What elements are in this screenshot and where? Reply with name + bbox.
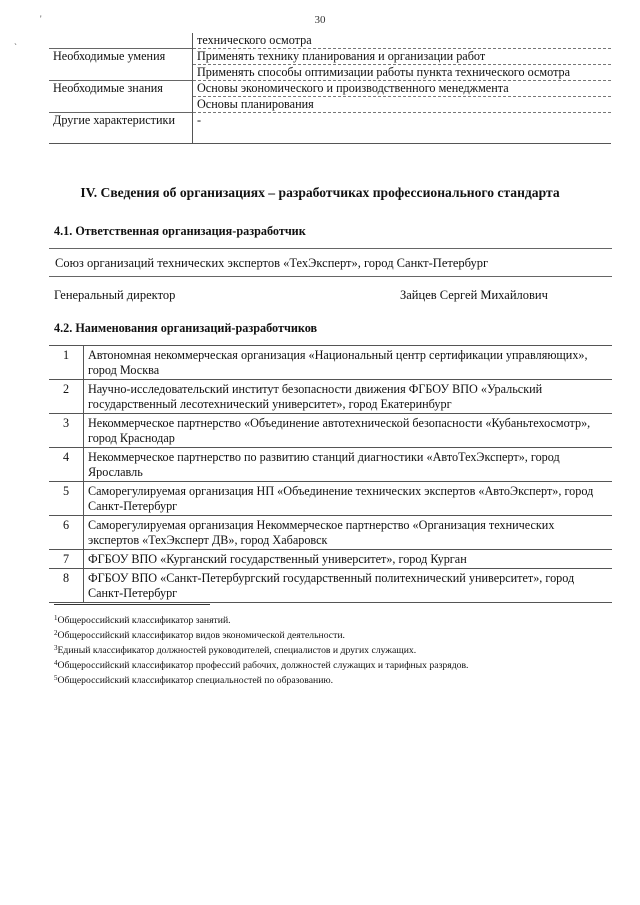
row-value: Применять способы оптимизации работы пункта технического осмотра — [193, 65, 612, 81]
section-title: IV. Сведения об организациях – разработчиках профессионального стандарта — [80, 185, 560, 200]
table-row — [49, 380, 612, 414]
developer-orgs-table — [49, 345, 612, 603]
row-number: 1 — [49, 346, 84, 380]
row-label — [49, 97, 193, 113]
row-number: 8 — [49, 569, 84, 603]
footnote-mark: 3 — [54, 644, 58, 652]
org-name: Научно-исследовательский институт безопасности движения ФГБОУ ВПО «Уральский государственный лесотехнический университет», город Екатеринбург — [84, 380, 613, 414]
org-name: ФГБОУ ВПО «Курганский государственный университет», город Курган — [84, 550, 613, 569]
footnotes — [54, 612, 614, 687]
footnote-mark: 4 — [54, 659, 58, 667]
page-number: 30 — [314, 14, 326, 26]
subsection-title-responsible: 4.1. Ответственная организация-разработчик — [54, 224, 306, 238]
table-row — [49, 81, 611, 97]
row-number: 2 — [49, 380, 84, 414]
row-label: Необходимые знания — [49, 81, 193, 97]
org-name: Саморегулируемая организация НП «Объединение технических экспертов «АвтоЭксперт», город Санкт-Петербург — [84, 482, 613, 516]
signatory-position: Генеральный директор — [54, 288, 176, 302]
table-row — [49, 113, 611, 144]
org-name: Саморегулируемая организация Некоммерческое партнерство «Организация технических экспертов «ТехЭксперт ДВ», город Хабаровск — [84, 516, 613, 550]
row-number: 4 — [49, 448, 84, 482]
table-row — [49, 569, 612, 603]
row-number: 5 — [49, 482, 84, 516]
footnote-item — [54, 612, 614, 627]
row-number: 6 — [49, 516, 84, 550]
row-number: 3 — [49, 414, 84, 448]
footnote-separator — [54, 604, 210, 605]
responsible-org-box — [49, 248, 612, 277]
row-label: Другие характеристики — [49, 113, 193, 144]
table-row — [49, 65, 611, 81]
table-row — [49, 49, 611, 65]
footnote-text: Общероссийский классификатор профессий рабочих, должностей служащих и тарифных разрядов. — [57, 660, 469, 671]
footnote-mark: 5 — [54, 674, 58, 682]
table-row — [49, 33, 611, 49]
row-label — [49, 65, 193, 81]
row-value: - — [193, 113, 612, 144]
footnote-mark: 1 — [54, 614, 58, 622]
table-row — [49, 97, 611, 113]
org-name: Некоммерческое партнерство «Объединение автотехнической безопасности «Кубаньтехосмотр», город Краснодар — [84, 414, 613, 448]
scan-mark: ` — [14, 42, 17, 52]
footnote-text: Единый классификатор должностей руководителей, специалистов и других служащих. — [57, 645, 417, 656]
footnote-item — [54, 627, 614, 642]
table-row — [49, 346, 612, 380]
row-value: технического осмотра — [193, 33, 612, 49]
row-value: Применять технику планирования и организации работ — [193, 49, 612, 65]
footnote-item — [54, 657, 614, 672]
table-row — [49, 516, 612, 550]
signatory-name: Зайцев Сергей Михайлович — [400, 288, 548, 302]
footnote-text: Общероссийский классификатор специальностей по образованию. — [57, 675, 334, 686]
subsection-title-developers: 4.2. Наименования организаций-разработчиков — [54, 321, 318, 335]
table-row — [49, 414, 612, 448]
footnote-text: Общероссийский классификатор видов экономической деятельности. — [57, 630, 345, 641]
org-name: ФГБОУ ВПО «Санкт-Петербургский государственный политехнический университет», город Санкт-Петербург — [84, 569, 613, 603]
footnote-text: Общероссийский классификатор занятий. — [57, 615, 231, 626]
responsible-org-name: Союз организаций технических экспертов «ТехЭксперт», город Санкт-Петербург — [55, 256, 489, 270]
row-label: Необходимые умения — [49, 49, 193, 65]
row-label — [49, 33, 193, 49]
row-value: Основы планирования — [193, 97, 612, 113]
footnote-mark: 2 — [54, 629, 58, 637]
table-row — [49, 448, 612, 482]
org-name: Некоммерческое партнерство по развитию станций диагностики «АвтоТехЭксперт», город Ярославль — [84, 448, 613, 482]
competency-table — [49, 33, 611, 144]
row-number: 7 — [49, 550, 84, 569]
footnote-item — [54, 642, 614, 657]
scan-mark: ' — [40, 14, 42, 24]
table-row — [49, 550, 612, 569]
row-value: Основы экономического и производственного менеджмента — [193, 81, 612, 97]
table-row — [49, 482, 612, 516]
footnote-item — [54, 672, 614, 687]
org-name: Автономная некоммерческая организация «Национальный центр сертификации управляющих», город Москва — [84, 346, 613, 380]
